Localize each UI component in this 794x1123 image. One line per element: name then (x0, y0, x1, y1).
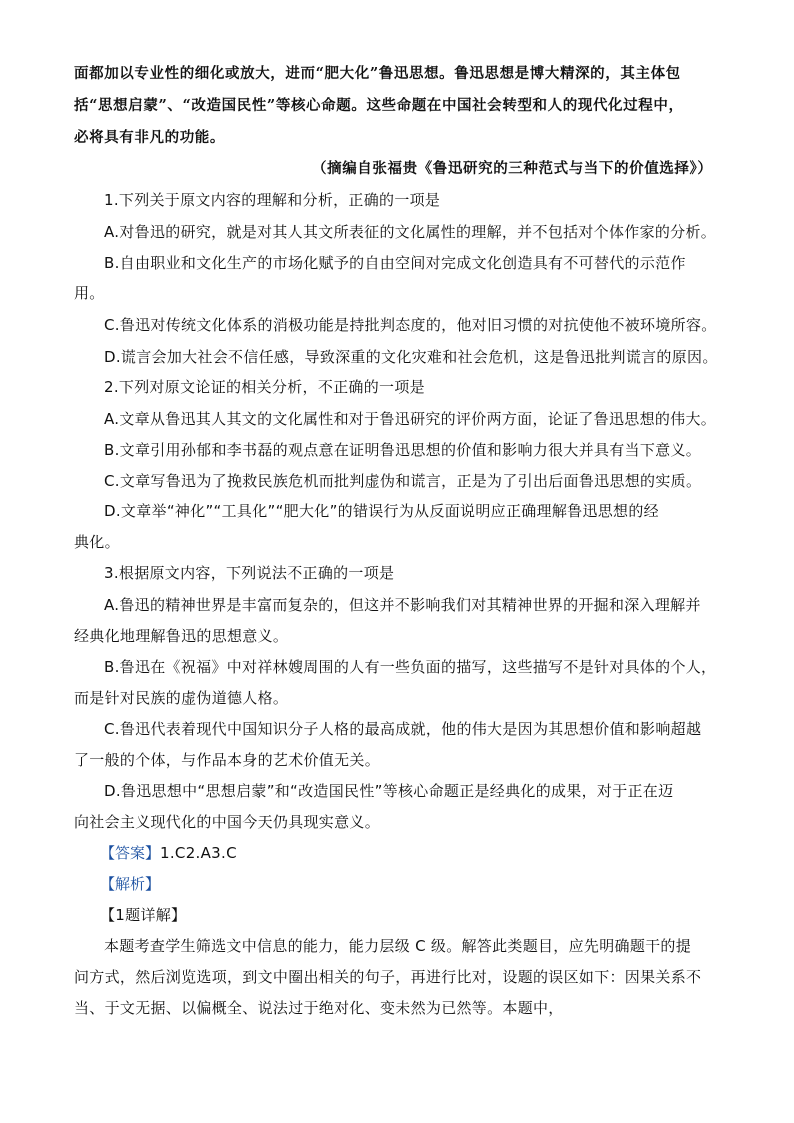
passage-line-2: 括“思想启蒙”、“改造国民性”等核心命题。这些命题在中国社会转型和人的现代化过程中， (74, 97, 684, 114)
q3-option-a-line1: A.鲁迅的精神世界是丰富而复杂的，但这并不影响我们对其精神世界的开掘和深入理解并 (104, 596, 701, 614)
q2-option-c: C.文章写鲁迅为了挽救民族危机而批判虚伪和谎言，正是为了引出后面鲁迅思想的实质。 (104, 472, 702, 490)
q3-option-c-line2: 了一般的个体，与作品本身的艺术价值无关。 (74, 751, 381, 769)
q1-option-c: C.鲁迅对传统文化体系的消极功能是持批判态度的，他对旧习惯的对抗使他不被环境所容。 (104, 316, 717, 334)
answer-tag: 【答案】 (100, 844, 161, 862)
q3-option-d-line1: D.鲁迅思想中“思想启蒙”和“改造国民性”等核心命题正是经典化的成果，对于正在迈 (104, 782, 674, 800)
q1-option-b-line2: 用。 (74, 284, 105, 302)
q3-option-c-line1: C.鲁迅代表着现代中国知识分子人格的最高成就，他的伟大是因为其思想价值和影响超越 (104, 720, 702, 738)
passage-line-1: 面都加以专业性的细化或放大，进而“肥大化”鲁迅思想。鲁迅思想是博大精深的，其主体包 (74, 65, 681, 82)
analysis-line-1: 本题考查学生筛选文中信息的能力，能力层级 C 级。解答此类题目，应先明确题干的提 (104, 937, 692, 955)
analysis-line-2: 问方式，然后浏览选项，到文中圈出相关的句子，再进行比对，设题的误区如下：因果关系不 (74, 968, 702, 986)
q1-stem: 1.下列关于原文内容的理解和分析，正确的一项是 (104, 191, 441, 209)
q2-option-d-line1: D.文章举“神化”“工具化”“肥大化”的错误行为从反面说明应正确理解鲁迅思想的经 (104, 502, 659, 520)
passage-line-3: 必将具有非凡的功能。 (74, 129, 225, 146)
answer-line (100, 842, 237, 863)
answer-value: 1.C2.A3.C (160, 844, 237, 862)
passage-source: （摘编自张福贵《鲁迅研究的三种范式与当下的价值选择》） (312, 160, 713, 177)
q3-option-a-line2: 经典化地理解鲁迅的思想意义。 (74, 627, 289, 645)
q2-option-d-line2: 典化。 (74, 533, 120, 551)
q3-option-b-line1: B.鲁迅在《祝福》中对祥林嫂周围的人有一些负面的描写，这些描写不是针对具体的个人， (104, 658, 717, 676)
q2-stem: 2.下列对原文论证的相关分析，不正确的一项是 (104, 378, 425, 396)
q2-option-b: B.文章引用孙郁和李书磊的观点意在证明鲁迅思想的价值和影响力很大并具有当下意义。 (104, 441, 702, 459)
analysis-q1-tag: 【1题详解】 (100, 906, 187, 924)
q3-option-d-line2: 向社会主义现代化的中国今天仍具现实意义。 (74, 813, 381, 831)
q2-option-a: A.文章从鲁迅其人其文的文化属性和对于鲁迅研究的评价两方面，论证了鲁迅思想的伟大。 (104, 410, 717, 428)
q3-option-b-line2: 而是针对民族的虚伪道德人格。 (74, 689, 289, 707)
q1-option-a: A.对鲁迅的研究，就是对其人其文所表征的文化属性的理解，并不包括对个体作家的分析。 (104, 223, 717, 241)
analysis-line-3: 当、于文无据、以偏概全、说法过于绝对化、变未然为已然等。本题中， (74, 999, 564, 1017)
analysis-tag: 【解析】 (100, 875, 161, 893)
q1-option-b-line1: B.自由职业和文化生产的市场化赋予的自由空间对完成文化创造具有不可替代的示范作 (104, 254, 686, 272)
q3-stem: 3.根据原文内容，下列说法不正确的一项是 (104, 564, 395, 582)
q1-option-d: D.谎言会加大社会不信任感，导致深重的文化灾难和社会危机，这是鲁迅批判谎言的原因。 (104, 348, 718, 366)
